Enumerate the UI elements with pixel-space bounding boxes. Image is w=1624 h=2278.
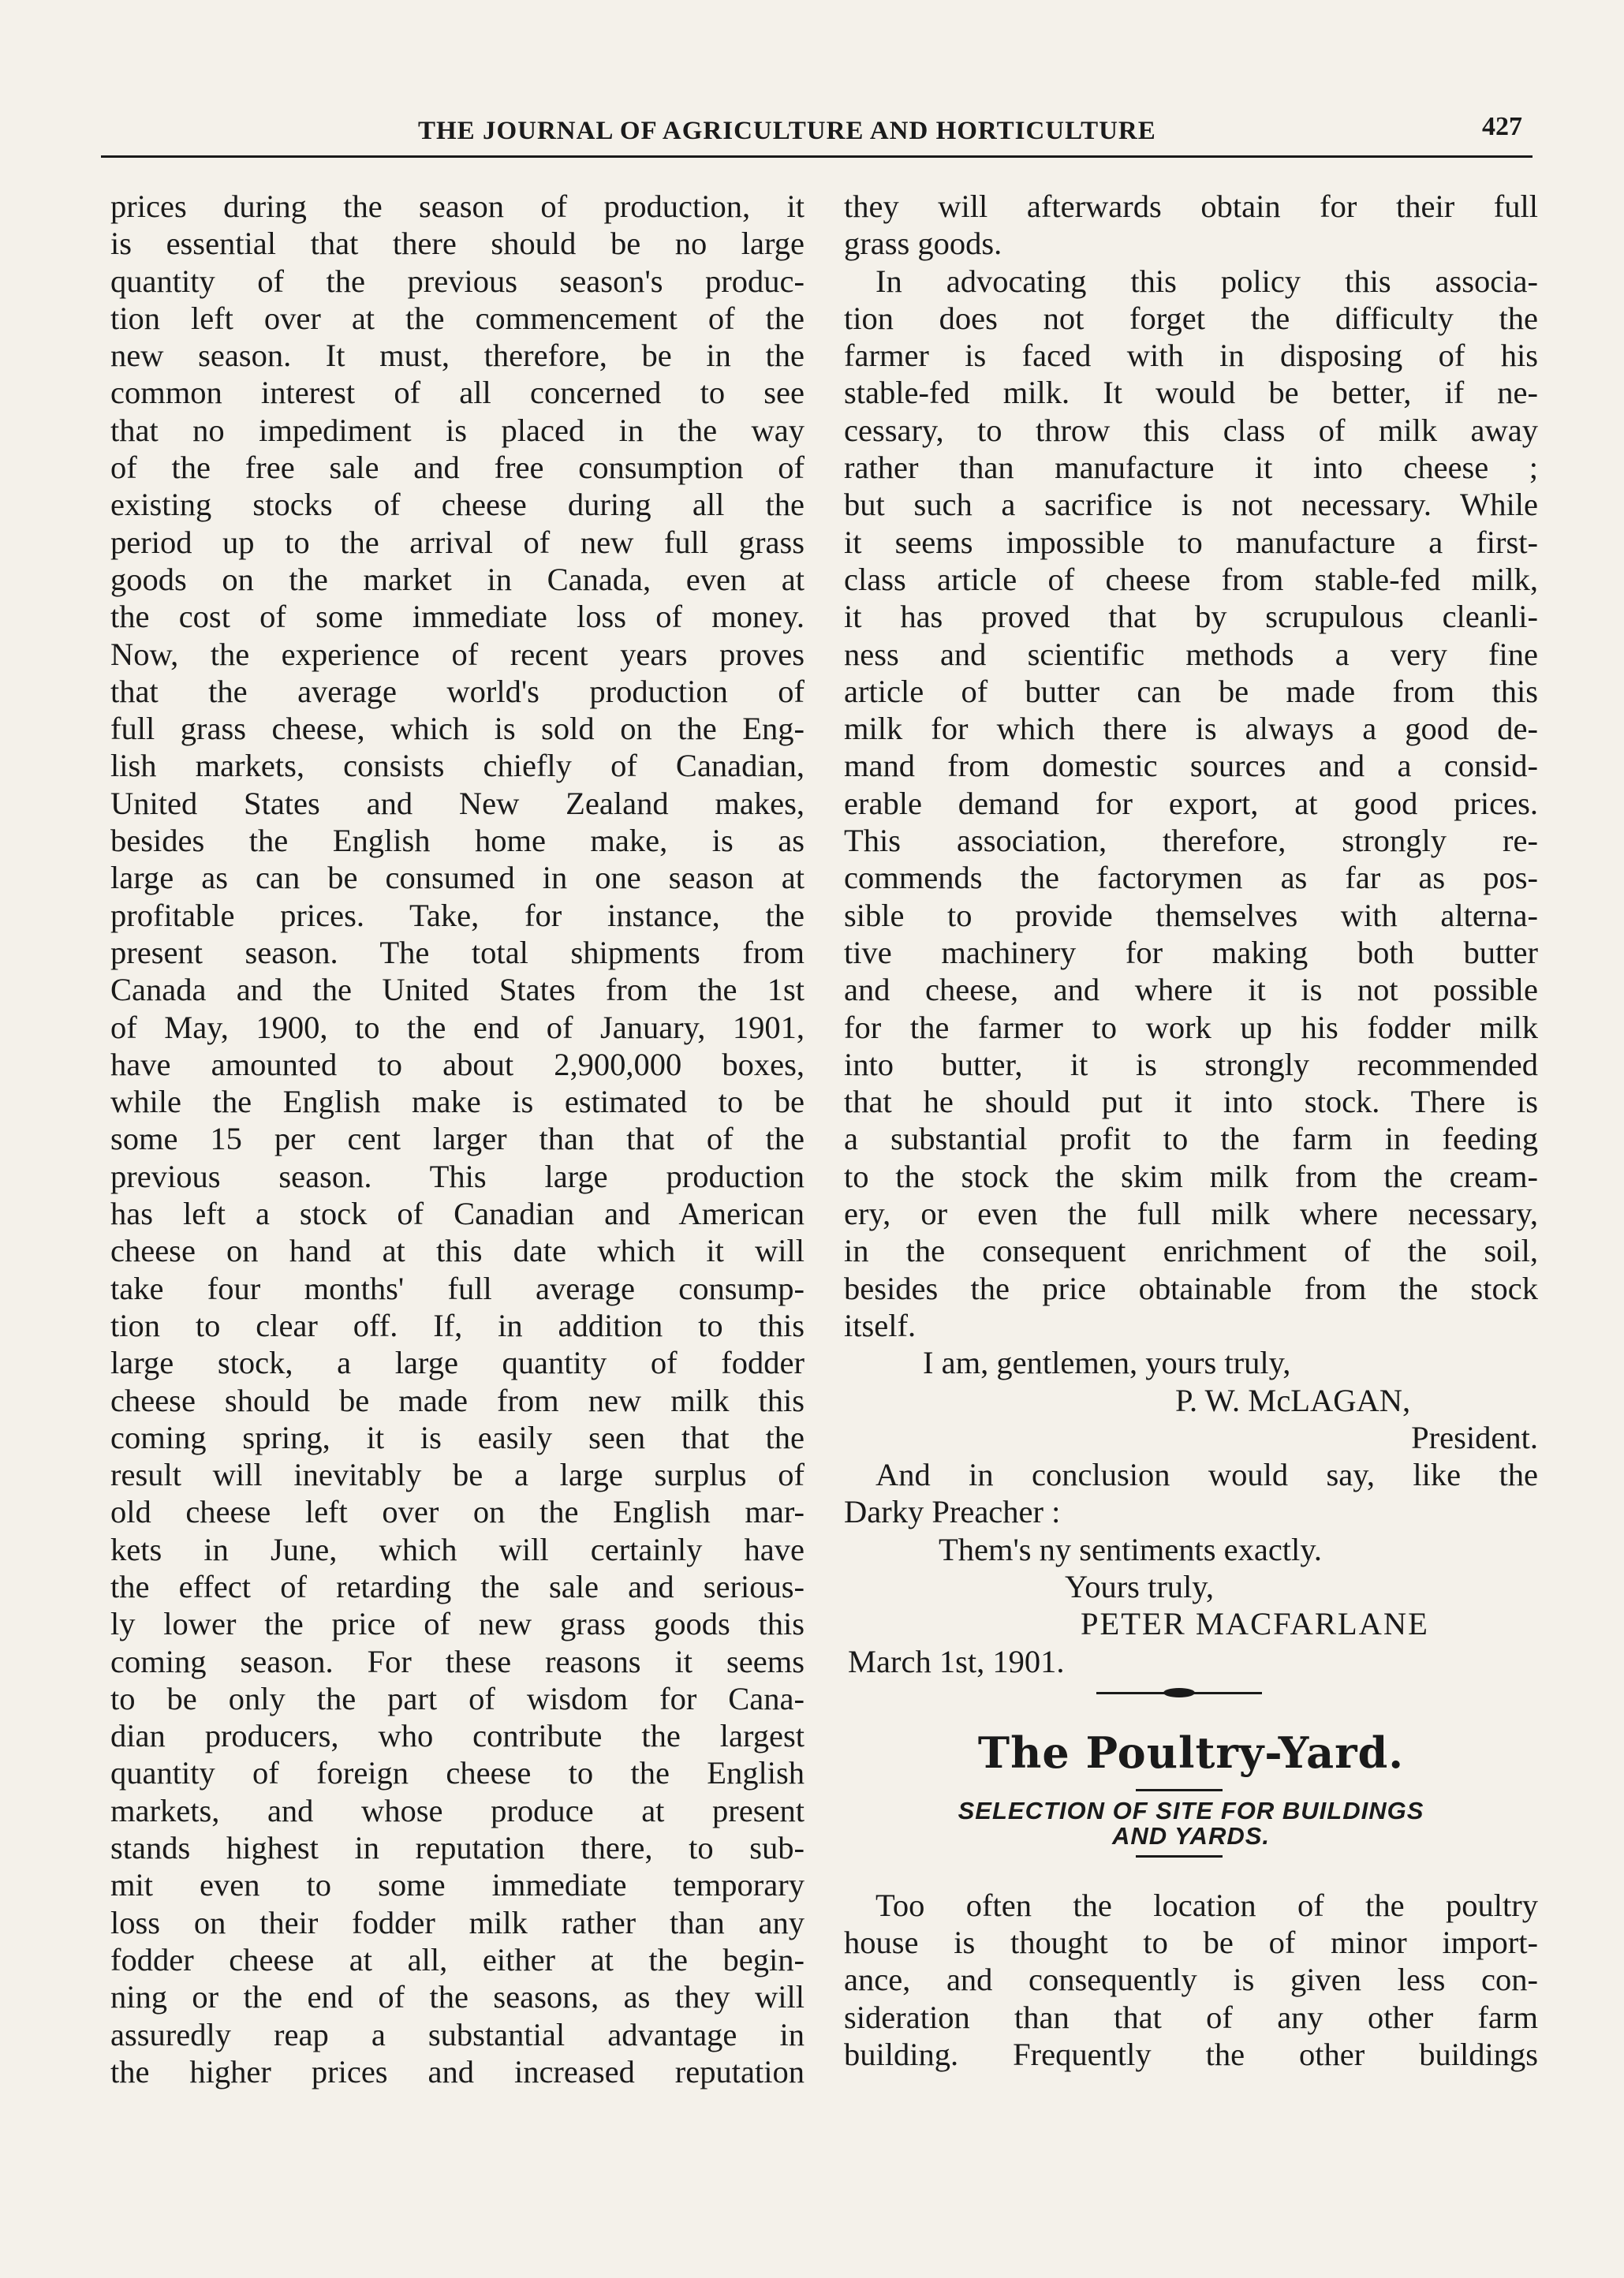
text-line: quantity of the previous season's produc- (110, 263, 805, 299)
text-line: coming spring, it is easily seen that the (110, 1419, 805, 1455)
text-line: rather than manufacture it into cheese ; (844, 450, 1538, 486)
conclusion-yours: Yours truly, (1065, 1568, 1215, 1604)
header-rule (101, 155, 1533, 158)
section-title: The Poultry-Yard. (977, 1727, 1405, 1778)
text-line: tion does not forget the difficulty the (844, 300, 1538, 336)
text-line: besides the price obtainable from the stock (844, 1270, 1538, 1306)
subhead-rule (844, 1849, 1538, 1865)
text-line: quantity of foreign cheese to the English (110, 1755, 805, 1791)
text-line: in the consequent enrichment of the soil, (844, 1233, 1538, 1269)
text-line: In advocating this policy this associa- (875, 263, 1538, 299)
text-line: sideration than that of any other farm (844, 1999, 1538, 2035)
text-line: new season. It must, therefore, be in the (110, 338, 805, 374)
text-line: prices during the season of production, it (110, 189, 805, 224)
text-line: milk for which there is always a good de- (844, 711, 1538, 747)
text-line: existing stocks of cheese during all the (110, 487, 805, 523)
right-column (844, 188, 1538, 2073)
text-line: large stock, a large quantity of fodder (110, 1345, 805, 1381)
subhead-line-1: SELECTION OF SITE FOR BUILDINGS (958, 1796, 1424, 1824)
text-line: that the average world's production of (110, 673, 805, 709)
page-number: 427 (1482, 112, 1522, 141)
text-line: ly lower the price of new grass goods this (110, 1606, 805, 1642)
text-line: of the free sale and free consumption of (110, 450, 805, 486)
conclusion-author: PETER MACFARLANE (1081, 1606, 1429, 1642)
text-line: period up to the arrival of new full grass (110, 524, 805, 560)
text-line: stable-fed milk. It would be better, if ne- (844, 375, 1538, 411)
text-line: while the English make is estimated to be (110, 1084, 805, 1120)
signature-name: P. W. McLAGAN, (1175, 1382, 1411, 1418)
text-line: into butter, it is strongly recommended (844, 1046, 1538, 1082)
conclusion-quote: Them's ny sentiments exactly. (939, 1531, 1323, 1567)
text-line: This association, therefore, strongly re- (844, 823, 1538, 859)
text-line: previous season. This large production (110, 1158, 805, 1194)
text-line: assuredly reap a substantial advantage in (110, 2016, 805, 2052)
text-line: has left a stock of Canadian and American (110, 1196, 805, 1232)
text-line: the effect of retarding the sale and serious- (110, 1568, 805, 1604)
text-line: ance, and consequently is given less con- (844, 1962, 1538, 1998)
journal-title: THE JOURNAL OF AGRICULTURE AND HORTICULTURE (418, 117, 1156, 145)
conclusion-date: March 1st, 1901. (848, 1643, 1065, 1679)
text-line: common interest of all concerned to see (110, 375, 805, 411)
text-line: tion left over at the commencement of the (110, 300, 805, 336)
text-line: it seems impossible to manufacture a first- (844, 524, 1538, 560)
page-header (103, 110, 1522, 158)
text-line: United States and New Zealand makes, (110, 785, 805, 821)
left-column (110, 188, 805, 2090)
text-line: ery, or even the full milk where necessary, (844, 1196, 1538, 1232)
text-line: building. Frequently the other buildings (844, 2037, 1538, 2073)
text-line: farmer is faced with in disposing of his (844, 338, 1538, 374)
text-line: to be only the part of wisdom for Cana- (110, 1680, 805, 1716)
text-line: fodder cheese at all, either at the begin- (110, 1941, 805, 1977)
text-line: besides the English home make, is as (110, 823, 805, 859)
text-line: it has proved that by scrupulous cleanli- (844, 599, 1538, 635)
text-line: have amounted to about 2,900,000 boxes, (110, 1046, 805, 1082)
text-line: lish markets, consists chiefly of Canadian, (110, 748, 805, 784)
text-line: itself. (844, 1307, 917, 1343)
text-line: full grass cheese, which is sold on the Eng- (110, 711, 805, 747)
text-line: the higher prices and increased reputation (110, 2053, 805, 2089)
text-line: that no impediment is placed in the way (110, 412, 805, 448)
text-line: take four months' full average consump- (110, 1270, 805, 1306)
signature-closing: I am, gentlemen, yours truly, (923, 1345, 1291, 1381)
text-line: is essential that there should be no large (110, 226, 805, 262)
text-line: coming season. For these reasons it seems (110, 1643, 805, 1679)
text-line: old cheese left over on the English mar- (110, 1494, 805, 1530)
text-line: Too often the location of the poultry (875, 1887, 1538, 1923)
text-line: ness and scientific methods a very fine (844, 636, 1538, 672)
text-line: they will afterwards obtain for their full (844, 189, 1538, 224)
text-line: tion to clear off. If, in addition to this (110, 1307, 805, 1343)
text-line: profitable prices. Take, for instance, the (110, 897, 805, 933)
text-line: kets in June, which will certainly have (110, 1531, 805, 1567)
text-line: mand from domestic sources and a consid- (844, 748, 1538, 784)
text-line: but such a sacrifice is not necessary. While (844, 487, 1538, 523)
text-line: large as can be consumed in one season at (110, 860, 805, 896)
section-divider-ornament (844, 1680, 1538, 1712)
text-line: and cheese, and where it is not possible (844, 972, 1538, 1008)
text-line: cessary, to throw this class of milk away (844, 412, 1538, 448)
text-line: tive machinery for making both butter (844, 934, 1538, 970)
text-line: class article of cheese from stable-fed milk, (844, 561, 1538, 597)
text-line: some 15 per cent larger than that of the (110, 1121, 805, 1157)
text-line: sible to provide themselves with alterna- (844, 897, 1538, 933)
text-line: house is thought to be of minor import- (844, 1925, 1538, 1961)
text-line: loss on their fodder milk rather than any (110, 1904, 805, 1940)
text-line: cheese should be made from new milk this (110, 1382, 805, 1418)
text-line: the cost of some immediate loss of money. (110, 599, 805, 635)
conclusion-line-2: Darky Preacher : (844, 1494, 1061, 1530)
text-line: that he should put it into stock. There is (844, 1084, 1538, 1120)
text-line: erable demand for export, at good prices. (844, 785, 1538, 821)
text-line: commends the factorymen as far as pos- (844, 860, 1538, 896)
text-line: result will inevitably be a large surplus of (110, 1457, 805, 1493)
text-line: Canada and the United States from the 1st (110, 972, 805, 1008)
text-line: stands highest in reputation there, to sub- (110, 1830, 805, 1866)
text-line: article of butter can be made from this (844, 673, 1538, 709)
text-line: for the farmer to work up his fodder milk (844, 1009, 1538, 1045)
text-line: of May, 1900, to the end of January, 1901, (110, 1009, 805, 1045)
text-line: present season. The total shipments from (110, 934, 805, 970)
text-line: goods on the market in Canada, even at (110, 561, 805, 597)
text-line: a substantial profit to the farm in feeding (844, 1121, 1538, 1157)
section-title-rule (844, 1783, 1538, 1798)
subhead-line-2: AND YARDS. (1111, 1821, 1271, 1850)
text-line: ning or the end of the seasons, as they will (110, 1979, 805, 2015)
text-line: grass goods. (844, 226, 1002, 262)
text-line: markets, and whose produce at present (110, 1792, 805, 1828)
signature-role: President. (1411, 1419, 1538, 1455)
conclusion-line-1: And in conclusion would say, like the (875, 1457, 1538, 1493)
text-line: to the stock the skim milk from the cream- (844, 1158, 1538, 1194)
text-line: cheese on hand at this date which it will (110, 1233, 805, 1269)
text-line: mit even to some immediate temporary (110, 1867, 805, 1903)
text-line: Now, the experience of recent years proves (110, 636, 805, 672)
text-line: dian producers, who contribute the largest (110, 1718, 805, 1754)
